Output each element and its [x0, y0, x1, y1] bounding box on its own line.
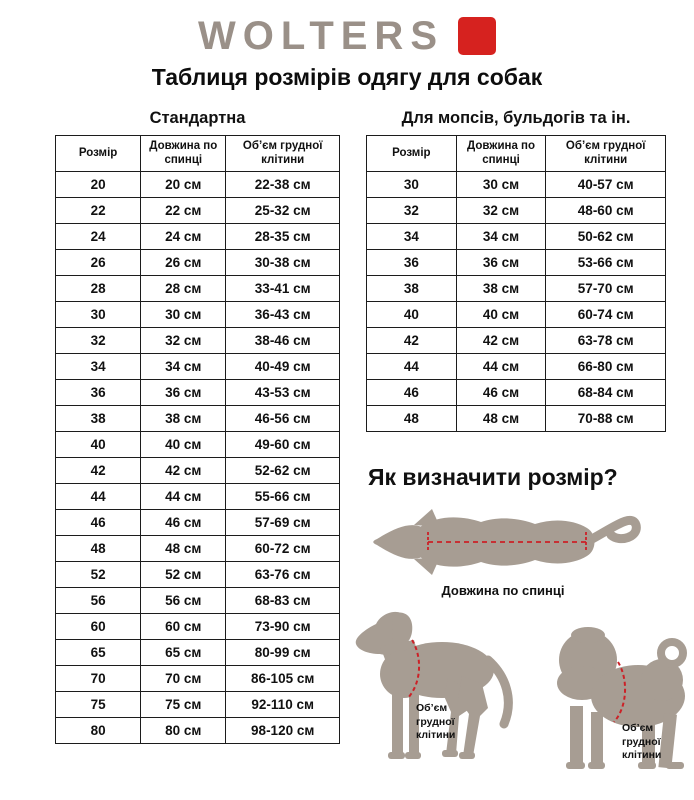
table-cell: 92-110 см — [226, 692, 340, 718]
table-cell: 80 — [56, 718, 141, 744]
table-cell: 38 — [56, 406, 141, 432]
table-cell: 40-49 см — [226, 354, 340, 380]
column-header: Розмір — [367, 136, 457, 172]
table-cell: 26 — [56, 250, 141, 276]
table-cell: 73-90 см — [226, 614, 340, 640]
table-row — [56, 484, 340, 510]
table-cell: 65 см — [141, 640, 226, 666]
table-cell: 70-88 см — [546, 406, 666, 432]
table-cell: 28 см — [141, 276, 226, 302]
table-row — [56, 640, 340, 666]
column-header: Довжина по спинці — [141, 136, 226, 172]
table-cell: 63-78 см — [546, 328, 666, 354]
table-row — [56, 276, 340, 302]
table-cell: 42 — [56, 458, 141, 484]
table-cell: 30 — [56, 302, 141, 328]
table-cell: 43-53 см — [226, 380, 340, 406]
table-cell: 98-120 см — [226, 718, 340, 744]
column-header: Об’єм грудної клітини — [226, 136, 340, 172]
table-row — [56, 380, 340, 406]
table-cell: 68-84 см — [546, 380, 666, 406]
table-cell: 86-105 см — [226, 666, 340, 692]
wolters-logo: WOLTERS — [197, 14, 444, 58]
standard-size-section — [55, 109, 340, 776]
chest-girth-label — [416, 702, 455, 743]
table-cell: 26 см — [141, 250, 226, 276]
table-cell: 36 см — [141, 380, 226, 406]
standard-size-table — [55, 135, 340, 744]
chest-label-line: грудної — [416, 715, 455, 728]
table-cell: 32 см — [141, 328, 226, 354]
table-row — [56, 562, 340, 588]
side-dog-silhouette — [352, 604, 522, 776]
table-cell: 52-62 см — [226, 458, 340, 484]
table-cell: 50-62 см — [546, 224, 666, 250]
table-cell: 57-70 см — [546, 276, 666, 302]
table-row — [56, 250, 340, 276]
table-row — [56, 354, 340, 380]
table-cell: 52 — [56, 562, 141, 588]
table-cell: 40 см — [141, 432, 226, 458]
table-cell: 46 — [56, 510, 141, 536]
table-cell: 30 см — [141, 302, 226, 328]
measurement-diagram — [352, 501, 694, 776]
table-cell: 60-72 см — [226, 536, 340, 562]
table-cell: 55-66 см — [226, 484, 340, 510]
table-cell: 75 см — [141, 692, 226, 718]
column-header: Довжина по спинці — [456, 136, 546, 172]
table-row — [56, 588, 340, 614]
table-cell: 53-66 см — [546, 250, 666, 276]
table-cell: 20 см — [141, 172, 226, 198]
table-row — [56, 198, 340, 224]
table-row — [367, 198, 666, 224]
table-cell: 40 — [367, 302, 457, 328]
table-cell: 34 — [56, 354, 141, 380]
pugs-table-header-row — [367, 136, 666, 172]
table-cell: 48 см — [456, 406, 546, 432]
table-cell: 60 — [56, 614, 141, 640]
table-cell: 28 — [56, 276, 141, 302]
table-cell: 48 см — [141, 536, 226, 562]
table-cell: 36 — [367, 250, 457, 276]
table-row — [56, 458, 340, 484]
table-row — [56, 406, 340, 432]
table-cell: 22 см — [141, 198, 226, 224]
table-cell: 42 см — [456, 328, 546, 354]
table-cell: 56 см — [141, 588, 226, 614]
table-row — [56, 666, 340, 692]
table-row — [56, 614, 340, 640]
table-row — [367, 406, 666, 432]
table-cell: 70 см — [141, 666, 226, 692]
table-cell: 25-32 см — [226, 198, 340, 224]
table-cell: 36 см — [456, 250, 546, 276]
curled-tail — [661, 642, 683, 664]
pugs-size-table — [366, 135, 666, 432]
standard-table-header-row — [56, 136, 340, 172]
back-length-label: Довжина по спинці — [441, 583, 565, 598]
table-cell: 60 см — [141, 614, 226, 640]
table-row — [56, 432, 340, 458]
table-row — [367, 380, 666, 406]
table-cell: 20 — [56, 172, 141, 198]
table-cell: 32 см — [456, 198, 546, 224]
table-cell: 60-74 см — [546, 302, 666, 328]
standard-table-body — [56, 172, 340, 744]
table-cell: 80 см — [141, 718, 226, 744]
column-header: Об’єм грудної клітини — [546, 136, 666, 172]
chest-girth-label — [622, 722, 661, 763]
table-row — [367, 276, 666, 302]
table-cell: 70 — [56, 666, 141, 692]
table-cell: 56 — [56, 588, 141, 614]
table-cell: 42 см — [141, 458, 226, 484]
table-cell: 40 см — [456, 302, 546, 328]
table-cell: 44 см — [141, 484, 226, 510]
table-cell: 32 — [367, 198, 457, 224]
bulldog-figure — [548, 620, 694, 776]
table-cell: 34 — [367, 224, 457, 250]
table-cell: 33-41 см — [226, 276, 340, 302]
pugs-table-title: Для мопсів, бульдогів та ін. — [401, 109, 631, 127]
standard-table-title: Стандартна — [149, 109, 246, 127]
table-cell: 46 см — [456, 380, 546, 406]
table-cell: 42 — [367, 328, 457, 354]
table-cell: 65 — [56, 640, 141, 666]
table-cell: 48 — [56, 536, 141, 562]
chest-label-line: грудної — [622, 735, 661, 748]
side-dog-figure — [352, 604, 522, 776]
dog-tail — [592, 520, 636, 539]
table-cell: 32 — [56, 328, 141, 354]
howto-title: Як визначити розмір? — [368, 464, 618, 490]
table-cell: 34 см — [141, 354, 226, 380]
table-row — [56, 536, 340, 562]
table-cell: 66-80 см — [546, 354, 666, 380]
pugs-size-section — [366, 109, 666, 776]
table-cell: 22 — [56, 198, 141, 224]
bulldog-silhouette — [548, 620, 694, 776]
content-columns — [0, 109, 694, 776]
table-row — [367, 172, 666, 198]
table-row — [56, 328, 340, 354]
table-cell: 63-76 см — [226, 562, 340, 588]
chest-label-line: клітини — [622, 749, 662, 762]
table-cell: 48 — [367, 406, 457, 432]
page-title: Таблиця розмірів одягу для собак — [151, 64, 543, 90]
column-header: Розмір — [56, 136, 141, 172]
topview-dog-figure — [368, 501, 686, 598]
table-row — [56, 510, 340, 536]
table-cell: 36-43 см — [226, 302, 340, 328]
table-cell: 30 — [367, 172, 457, 198]
table-cell: 75 — [56, 692, 141, 718]
chest-label-line: Об’єм — [622, 722, 654, 734]
table-cell: 28-35 см — [226, 224, 340, 250]
table-cell: 57-69 см — [226, 510, 340, 536]
table-row — [56, 302, 340, 328]
table-cell: 46 — [367, 380, 457, 406]
table-cell: 38-46 см — [226, 328, 340, 354]
table-row — [367, 328, 666, 354]
table-cell: 40 — [56, 432, 141, 458]
table-cell: 46-56 см — [226, 406, 340, 432]
brand-header — [0, 0, 694, 56]
table-row — [367, 224, 666, 250]
table-cell: 46 см — [141, 510, 226, 536]
table-cell: 80-99 см — [226, 640, 340, 666]
table-row — [56, 692, 340, 718]
table-cell: 38 см — [456, 276, 546, 302]
table-cell: 44 — [56, 484, 141, 510]
table-cell: 44 — [367, 354, 457, 380]
chest-label-line: Об’єм — [416, 702, 448, 714]
table-row — [367, 354, 666, 380]
side-dogs-row — [352, 604, 694, 776]
table-cell: 24 см — [141, 224, 226, 250]
table-cell: 22-38 см — [226, 172, 340, 198]
table-row — [367, 250, 666, 276]
table-row — [56, 718, 340, 744]
chest-label-line: клітини — [416, 729, 456, 742]
pugs-table-body — [367, 172, 666, 432]
logo-red-square-icon — [458, 17, 496, 55]
top-view-dog-silhouette — [368, 501, 668, 583]
table-cell: 36 — [56, 380, 141, 406]
table-cell: 49-60 см — [226, 432, 340, 458]
table-cell: 44 см — [456, 354, 546, 380]
table-cell: 40-57 см — [546, 172, 666, 198]
table-cell: 68-83 см — [226, 588, 340, 614]
table-cell: 24 — [56, 224, 141, 250]
table-cell: 38 см — [141, 406, 226, 432]
table-cell: 34 см — [456, 224, 546, 250]
table-cell: 30 см — [456, 172, 546, 198]
table-cell: 38 — [367, 276, 457, 302]
table-cell: 48-60 см — [546, 198, 666, 224]
table-cell: 52 см — [141, 562, 226, 588]
table-cell: 30-38 см — [226, 250, 340, 276]
table-row — [56, 172, 340, 198]
table-row — [56, 224, 340, 250]
table-row — [367, 302, 666, 328]
